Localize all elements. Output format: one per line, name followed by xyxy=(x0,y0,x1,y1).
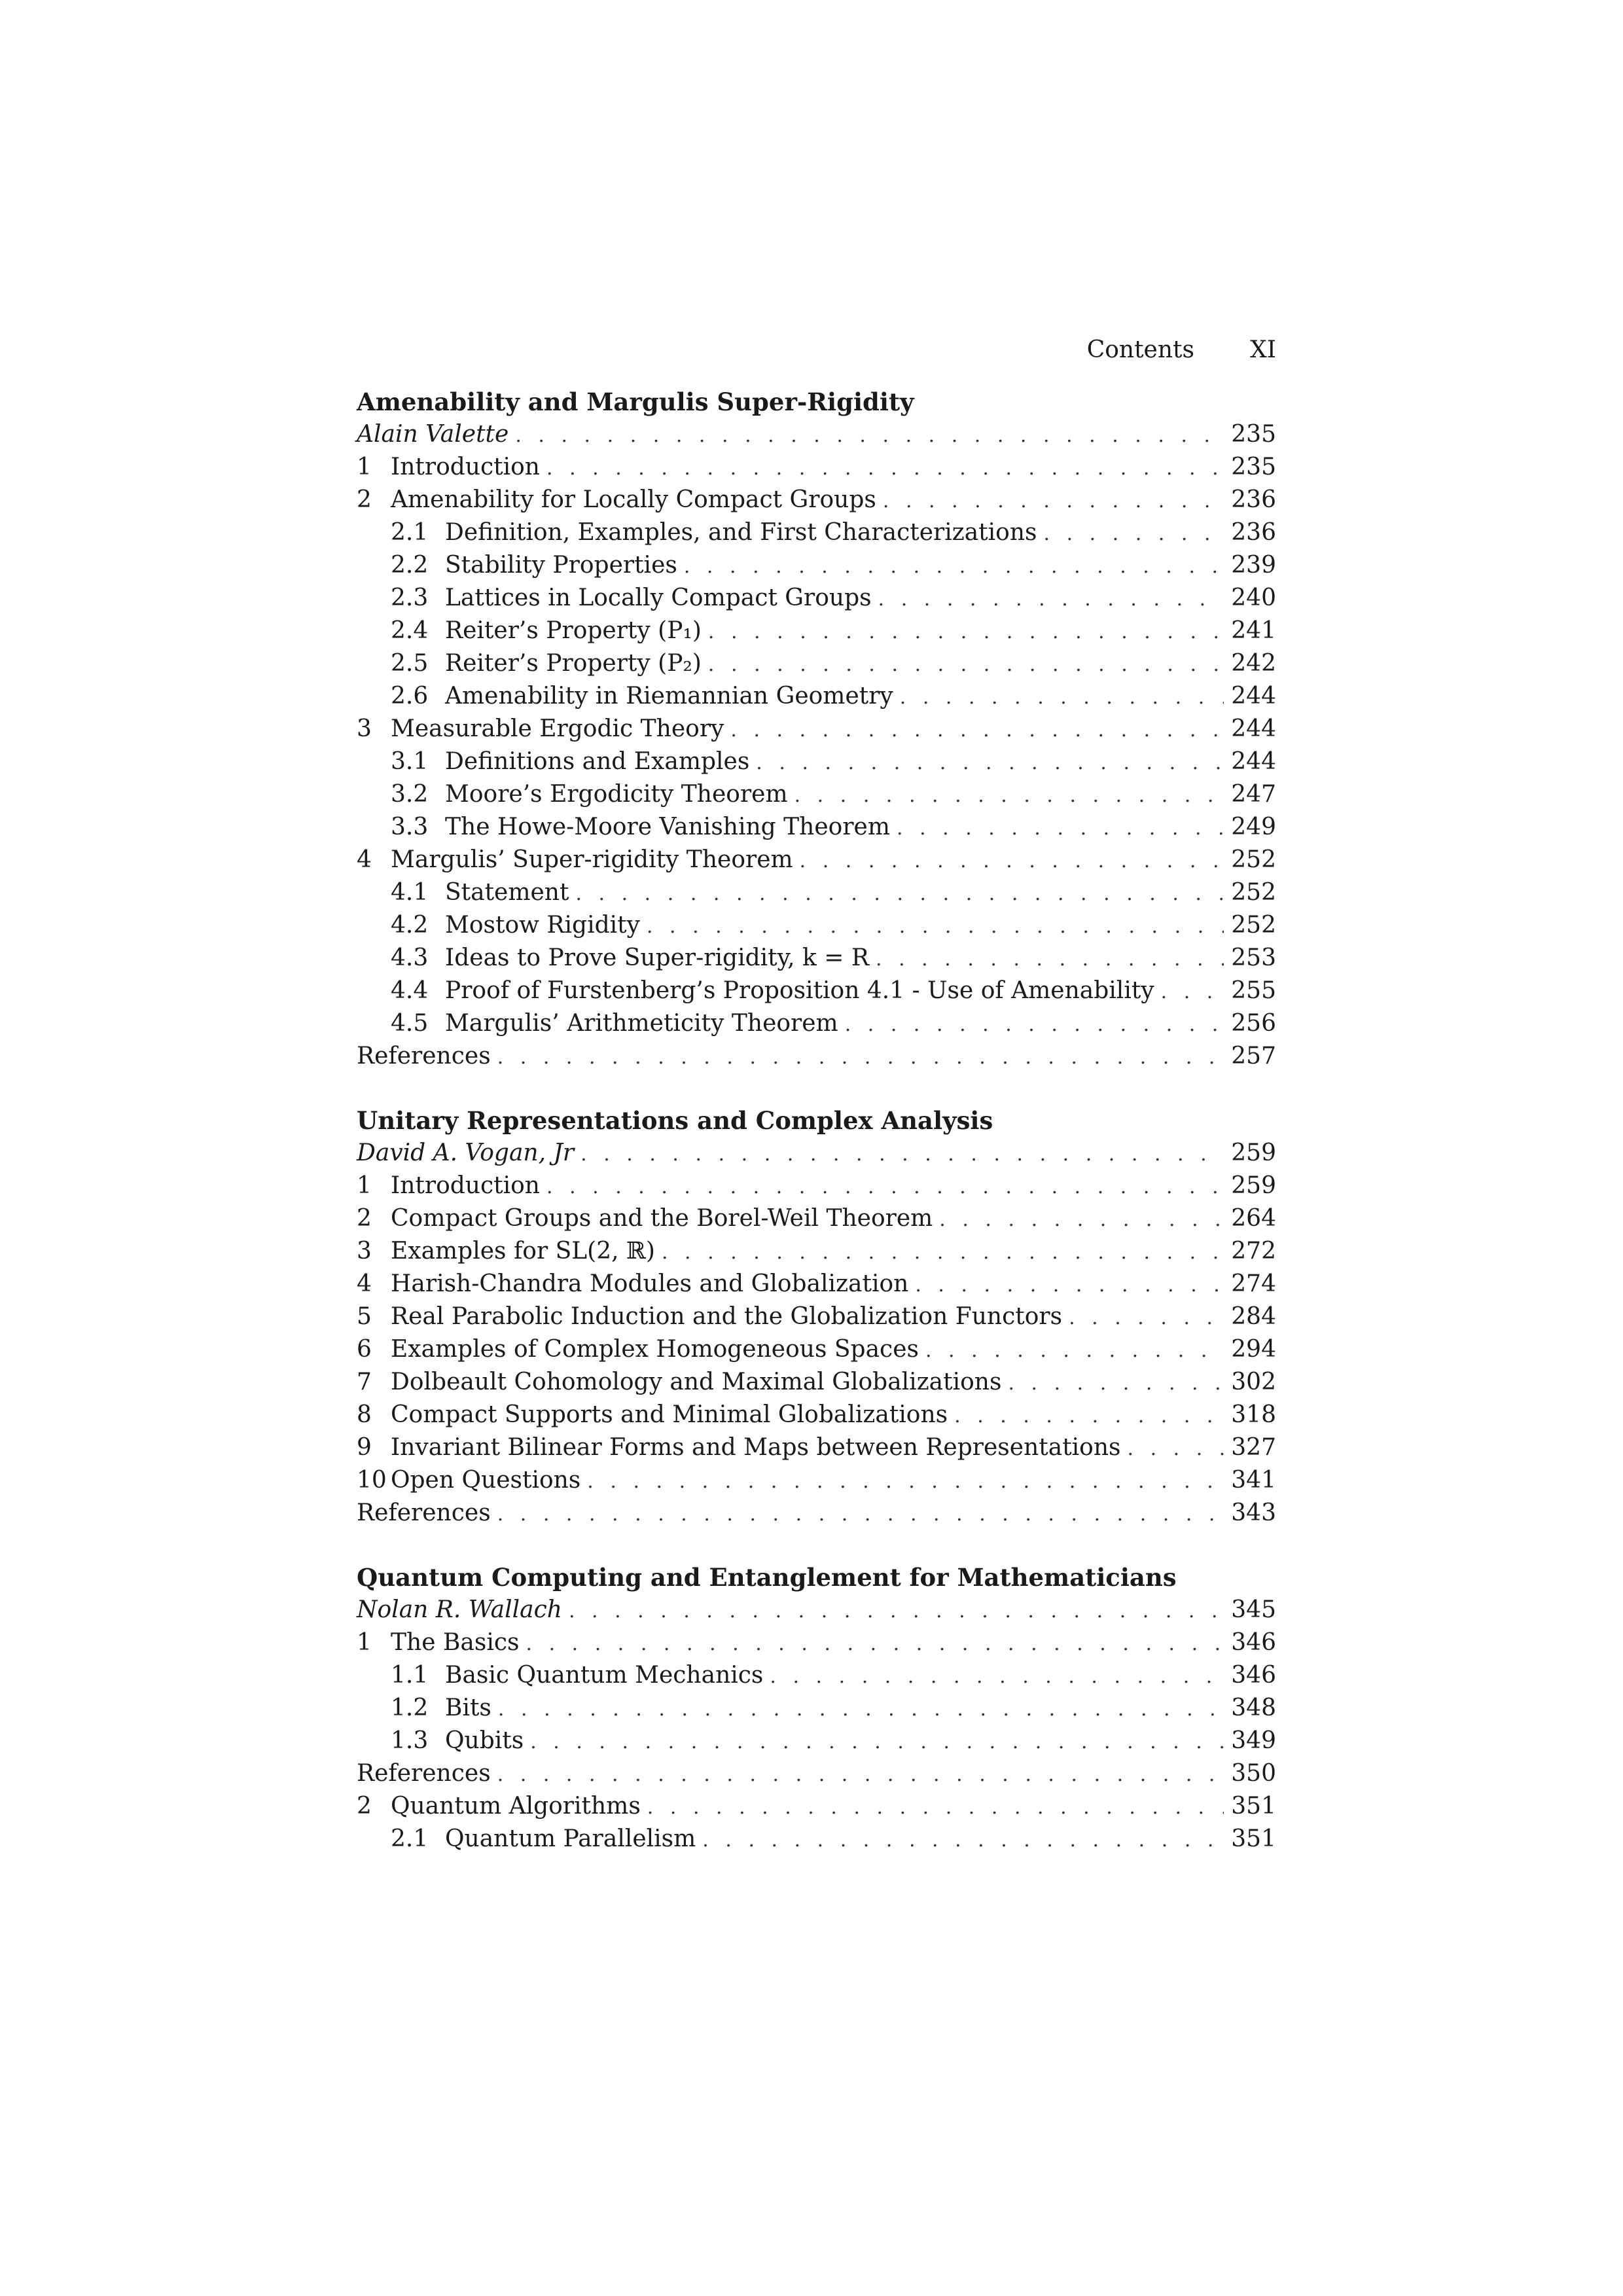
author-entry[interactable] xyxy=(357,1137,1276,1170)
leader-dots xyxy=(1069,1302,1224,1335)
section-title: Margulis’ Super-rigidity Theorem xyxy=(391,846,793,873)
section-number: 4.5 xyxy=(391,1010,429,1037)
leader-dots xyxy=(954,1400,1224,1433)
running-head-page-number: XI xyxy=(1250,336,1276,363)
toc-entry[interactable] xyxy=(357,778,1276,811)
leader-dots xyxy=(546,452,1224,485)
toc-entry[interactable] xyxy=(357,1399,1276,1431)
article-title: Amenability and Margulis Super-Rigidity xyxy=(357,387,914,416)
section-number: 2.3 xyxy=(391,584,429,611)
leader-dots xyxy=(1044,518,1224,550)
section-title: Basic Quantum Mechanics xyxy=(445,1662,764,1689)
page-number: 348 xyxy=(1231,1695,1276,1721)
contents-page xyxy=(357,331,1276,1856)
leader-dots xyxy=(1161,976,1224,1009)
toc-entry[interactable] xyxy=(357,1202,1276,1235)
toc-entry[interactable] xyxy=(357,844,1276,876)
page-number: 247 xyxy=(1231,781,1276,808)
section-number: 1.1 xyxy=(391,1662,429,1689)
author-entry[interactable] xyxy=(357,1594,1276,1626)
page-number: 351 xyxy=(1231,1825,1276,1852)
page-number: 236 xyxy=(1231,486,1276,513)
page-number: 252 xyxy=(1231,912,1276,939)
toc-entry[interactable] xyxy=(357,1431,1276,1464)
section-title: The Basics xyxy=(391,1629,520,1656)
page-number: 235 xyxy=(1231,454,1276,480)
toc-entry[interactable] xyxy=(357,1268,1276,1300)
section-title: Bits xyxy=(445,1695,491,1721)
section-title: References xyxy=(357,1760,491,1787)
toc-entry[interactable] xyxy=(357,549,1276,582)
section-number: 2.4 xyxy=(391,617,429,644)
section-title: Mostow Rigidity xyxy=(445,912,640,939)
toc-entry[interactable] xyxy=(357,745,1276,778)
section-number: 1 xyxy=(357,1172,372,1199)
section-title: Qubits xyxy=(445,1727,524,1754)
leader-dots xyxy=(915,1269,1224,1302)
page-number: 235 xyxy=(1231,421,1276,448)
toc-entry[interactable] xyxy=(357,1757,1276,1790)
page-number: 284 xyxy=(1231,1303,1276,1330)
page-number: 252 xyxy=(1231,846,1276,873)
section-number: 3.2 xyxy=(391,781,429,808)
leader-dots xyxy=(684,550,1224,583)
section-number: 8 xyxy=(357,1401,372,1428)
page-number: 256 xyxy=(1231,1010,1276,1037)
author-name: David A. Vogan, Jr xyxy=(357,1139,575,1166)
section-number: 7 xyxy=(357,1369,372,1395)
section-title: References xyxy=(357,1499,491,1526)
toc-entry[interactable] xyxy=(357,1300,1276,1333)
section-number: 2.1 xyxy=(391,1825,429,1852)
leader-dots xyxy=(900,681,1224,714)
leader-dots xyxy=(580,1138,1224,1171)
author-name: Alain Valette xyxy=(357,421,509,448)
section-number: 1 xyxy=(357,1629,372,1656)
leader-dots xyxy=(1128,1433,1224,1465)
toc-entry[interactable] xyxy=(357,942,1276,975)
section-number: 3.3 xyxy=(391,814,429,840)
page-number: 327 xyxy=(1231,1434,1276,1461)
toc-entry[interactable] xyxy=(357,1692,1276,1725)
section-title: Examples for SL(2, ℝ) xyxy=(391,1238,655,1265)
page-number: 239 xyxy=(1231,552,1276,579)
author-name: Nolan R. Wallach xyxy=(357,1596,562,1623)
toc-entry[interactable] xyxy=(357,1659,1276,1692)
section-title: Compact Groups and the Borel-Weil Theorem xyxy=(391,1205,933,1232)
leader-dots xyxy=(876,943,1224,976)
article-title: Quantum Computing and Entanglement for Mathematicians xyxy=(357,1563,1177,1592)
toc-entry[interactable] xyxy=(357,1626,1276,1659)
page-number: 346 xyxy=(1231,1629,1276,1656)
leader-dots xyxy=(546,1171,1224,1204)
section-number: 4.1 xyxy=(391,879,429,906)
toc-entry[interactable] xyxy=(357,1725,1276,1757)
leader-dots xyxy=(702,1824,1224,1857)
page-number: 349 xyxy=(1231,1727,1276,1754)
section-number: 2.1 xyxy=(391,519,429,546)
page-number: 236 xyxy=(1231,519,1276,546)
leader-dots xyxy=(883,485,1224,518)
section-title: Introduction xyxy=(391,1172,540,1199)
leader-dots xyxy=(497,1759,1224,1791)
toc-entry[interactable] xyxy=(357,975,1276,1007)
leader-dots xyxy=(647,1791,1224,1824)
section-title: Margulis’ Arithmeticity Theorem xyxy=(445,1010,838,1037)
section-title: Dolbeault Cohomology and Maximal Globalizations xyxy=(391,1369,1002,1395)
toc-entry[interactable] xyxy=(357,647,1276,680)
section-number: 10 xyxy=(357,1467,387,1494)
leader-dots xyxy=(497,1041,1224,1074)
section-title: Open Questions xyxy=(391,1467,581,1494)
leader-dots xyxy=(662,1236,1224,1269)
section-number: 3 xyxy=(357,715,372,742)
running-head-title: Contents xyxy=(1086,336,1194,363)
page-number: 350 xyxy=(1231,1760,1276,1787)
section-title: Stability Properties xyxy=(445,552,677,579)
leader-dots xyxy=(497,1498,1224,1531)
section-number: 4.4 xyxy=(391,977,429,1004)
section-number: 6 xyxy=(357,1336,372,1363)
article-section xyxy=(357,1104,1276,1530)
leader-dots xyxy=(575,878,1224,910)
leader-dots xyxy=(730,714,1224,747)
section-number: 1 xyxy=(357,454,372,480)
leader-dots xyxy=(708,616,1224,649)
section-number: 2 xyxy=(357,486,372,513)
section-title: Reiter’s Property (P₁) xyxy=(445,617,702,644)
leader-dots xyxy=(925,1335,1224,1367)
leader-dots xyxy=(587,1465,1224,1498)
section-title: Measurable Ergodic Theory xyxy=(391,715,724,742)
section-title: Quantum Parallelism xyxy=(445,1825,696,1852)
toc-entry[interactable] xyxy=(357,1790,1276,1823)
section-number: 5 xyxy=(357,1303,372,1330)
page-number: 244 xyxy=(1231,748,1276,775)
leader-dots xyxy=(708,649,1224,681)
page-number: 259 xyxy=(1231,1172,1276,1199)
toc-entry[interactable] xyxy=(357,582,1276,615)
toc-entry[interactable] xyxy=(357,516,1276,549)
section-number: 2.5 xyxy=(391,650,429,677)
toc-entry[interactable] xyxy=(357,811,1276,844)
section-number: 4 xyxy=(357,846,372,873)
leader-dots xyxy=(526,1628,1224,1660)
author-entry[interactable] xyxy=(357,418,1276,451)
article-section xyxy=(357,386,1276,1073)
leader-dots xyxy=(845,1009,1224,1041)
section-number: 2.6 xyxy=(391,683,429,709)
section-title: Proof of Furstenberg’s Proposition 4.1 - Use of Amenability xyxy=(445,977,1154,1004)
section-title: Invariant Bilinear Forms and Maps between Representations xyxy=(391,1434,1121,1461)
leader-dots xyxy=(800,845,1224,878)
section-title: Ideas to Prove Super-rigidity, k = R xyxy=(445,944,870,971)
page-number: 249 xyxy=(1231,814,1276,840)
toc-entry[interactable] xyxy=(357,1040,1276,1073)
page-number: 264 xyxy=(1231,1205,1276,1232)
toc-entry[interactable] xyxy=(357,713,1276,745)
toc-entry[interactable] xyxy=(357,484,1276,516)
toc-entry[interactable] xyxy=(357,1464,1276,1497)
page-number: 257 xyxy=(1231,1043,1276,1069)
page-number: 252 xyxy=(1231,879,1276,906)
toc-entry[interactable] xyxy=(357,1235,1276,1268)
section-title: Definition, Examples, and First Characterizations xyxy=(445,519,1037,546)
section-number: 2.2 xyxy=(391,552,429,579)
toc-entry[interactable] xyxy=(357,1366,1276,1399)
table-of-contents xyxy=(357,386,1276,1856)
section-title: Compact Supports and Minimal Globalizations xyxy=(391,1401,948,1428)
leader-dots xyxy=(498,1693,1224,1726)
section-title: Quantum Algorithms xyxy=(391,1793,641,1820)
section-title: The Howe-Moore Vanishing Theorem xyxy=(445,814,890,840)
page-number: 343 xyxy=(1231,1499,1276,1526)
page-number: 253 xyxy=(1231,944,1276,971)
page-number: 341 xyxy=(1231,1467,1276,1494)
section-number: 4 xyxy=(357,1270,372,1297)
section-number: 1.2 xyxy=(391,1695,429,1721)
leader-dots xyxy=(756,747,1224,780)
toc-entry[interactable] xyxy=(357,1333,1276,1366)
toc-entry[interactable] xyxy=(357,1823,1276,1856)
section-title: Introduction xyxy=(391,454,540,480)
leader-dots xyxy=(770,1660,1224,1693)
section-number: 3.1 xyxy=(391,748,429,775)
page-number: 272 xyxy=(1231,1238,1276,1265)
page-number: 255 xyxy=(1231,977,1276,1004)
toc-entry[interactable] xyxy=(357,1497,1276,1530)
section-title: References xyxy=(357,1043,491,1069)
toc-entry[interactable] xyxy=(357,909,1276,942)
leader-dots xyxy=(530,1726,1224,1759)
running-head xyxy=(357,331,1276,370)
page-number: 318 xyxy=(1231,1401,1276,1428)
section-title: Moore’s Ergodicity Theorem xyxy=(445,781,788,808)
section-number: 4.3 xyxy=(391,944,429,971)
toc-entry[interactable] xyxy=(357,1007,1276,1040)
leader-dots xyxy=(569,1595,1224,1628)
section-number: 2 xyxy=(357,1793,372,1820)
toc-entry[interactable] xyxy=(357,451,1276,484)
section-title: Harish-Chandra Modules and Globalization xyxy=(391,1270,909,1297)
section-title: Reiter’s Property (P₂) xyxy=(445,650,702,677)
page-number: 294 xyxy=(1231,1336,1276,1363)
section-title: Amenability in Riemannian Geometry xyxy=(445,683,893,709)
article-title: Unitary Representations and Complex Analysis xyxy=(357,1106,993,1135)
page-number: 244 xyxy=(1231,683,1276,709)
page-number: 259 xyxy=(1231,1139,1276,1166)
article-section xyxy=(357,1561,1276,1856)
section-title: Amenability for Locally Compact Groups xyxy=(391,486,876,513)
section-title: Definitions and Examples xyxy=(445,748,750,775)
leader-dots xyxy=(897,812,1224,845)
page-number: 302 xyxy=(1231,1369,1276,1395)
section-title: Examples of Complex Homogeneous Spaces xyxy=(391,1336,919,1363)
page-number: 346 xyxy=(1231,1662,1276,1689)
section-number: 2 xyxy=(357,1205,372,1232)
page-number: 274 xyxy=(1231,1270,1276,1297)
toc-entry[interactable] xyxy=(357,615,1276,647)
section-number: 3 xyxy=(357,1238,372,1265)
toc-entry[interactable] xyxy=(357,876,1276,909)
page-number: 240 xyxy=(1231,584,1276,611)
page-number: 345 xyxy=(1231,1596,1276,1623)
page-number: 242 xyxy=(1231,650,1276,677)
toc-entry[interactable] xyxy=(357,680,1276,713)
page-number: 244 xyxy=(1231,715,1276,742)
section-title: Real Parabolic Induction and the Globalization Functors xyxy=(391,1303,1063,1330)
section-title: Lattices in Locally Compact Groups xyxy=(445,584,872,611)
leader-dots xyxy=(515,420,1224,452)
section-number: 1.3 xyxy=(391,1727,429,1754)
page-number: 241 xyxy=(1231,617,1276,644)
page-number: 351 xyxy=(1231,1793,1276,1820)
leader-dots xyxy=(878,583,1224,616)
section-title: Statement xyxy=(445,879,569,906)
leader-dots xyxy=(794,780,1224,812)
leader-dots xyxy=(647,910,1224,943)
leader-dots xyxy=(939,1204,1224,1236)
leader-dots xyxy=(1008,1367,1224,1400)
section-number: 4.2 xyxy=(391,912,429,939)
toc-entry[interactable] xyxy=(357,1170,1276,1202)
section-number: 9 xyxy=(357,1434,372,1461)
